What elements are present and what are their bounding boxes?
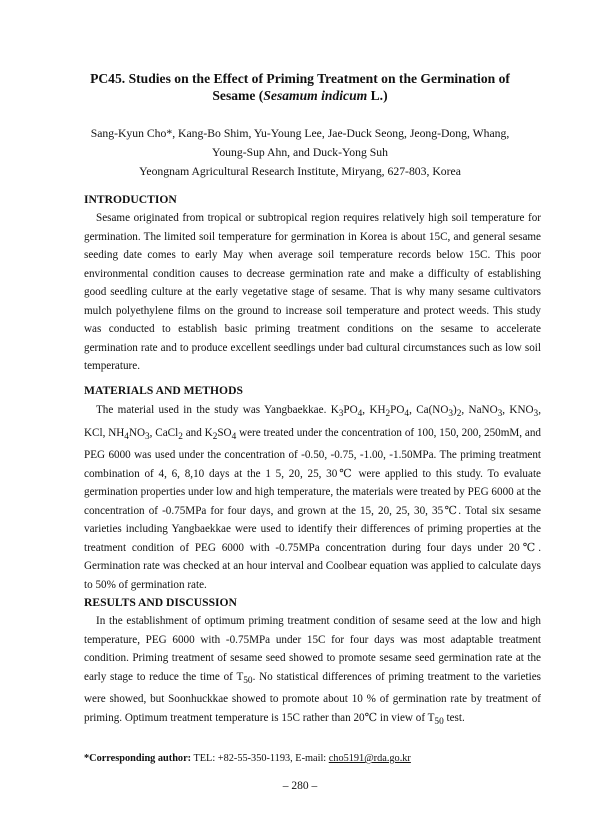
sub-script: 2 [212,431,218,442]
sub-script: 3 [448,409,454,420]
sub-script: 3 [533,409,539,420]
title-line-2-prefix: Sesame ( [212,88,264,103]
footnote-label: *Corresponding author: [84,753,192,764]
page-number: – 280 – [282,780,318,792]
sub-script: 4 [404,409,410,420]
methods-text-6: ) [453,404,457,416]
results-text-3: test. [443,711,465,724]
methods-text-9: , KCl, NH [84,404,541,439]
results-heading: RESULTS AND DISCUSSION [84,596,237,609]
sub-script: 3 [338,409,344,420]
sub-script: 4 [357,409,363,420]
methods-heading: MATERIALS AND METHODS [84,384,243,397]
sub-script: 50 [243,675,253,686]
methods-text-11: , CaCl [149,426,179,439]
methods-text-4: PO [390,404,405,416]
sub-script: 4 [231,431,237,442]
methods-text-5: , Ca(NO [409,404,449,416]
methods-text-13: SO [217,426,232,439]
sub-script: 2 [385,409,391,420]
results-text [84,612,541,731]
results-text-2: . No statistical differences of priming treatment to the varieties were showed, but Soonhuckkae showed to promote about 10 % of germination rate by treatment of priming. Optimum treatment temperature is 15C rather than 20℃ in view of T [84,670,541,724]
sub-script: 2 [456,409,462,420]
methods-text-14: were treated under the concentration of 100, 150, 200, 250mM, and PEG 6000 was used under the concentration of -0.50, -0.75, -1.00, -1.50MPa. The priming treatment combination of 4, 6, 8,10 days at the 1 5, 20, 25, 30℃ were applied to this study. To evaluate germination properties under low and high temperature, the materials were treated by PEG 6000 at the concentration of -0.75MPa for four days, and grown at the 15, 20, 25, 30, 35℃. Total six sesame varieties including Yangbaekkae were used to identify their differences of priming properties at the treatment condition of PEG 6000 with -0.75MPa concentration during four days under 20℃. Germination rate was checked at an hour interval and Coolbear equation was applied to calculate days to 50% of germination rate. [84,426,541,591]
methods-text-8: , KNO [502,404,534,416]
methods-text-7: , NaNO [461,404,498,416]
methods-text-12: and K [182,426,213,439]
introduction-heading: INTRODUCTION [84,193,177,206]
results-text-1: In the establishment of optimum priming treatment condition of sesame seed at the low and high temperature, PEG 6000 with -0.75MPa under 15C for four days was most adaptable treatment condition. Priming treatment of sesame seed showed to promote sesame seed germination rate at the early stage to reduce the time of T [84,615,541,683]
species-name: Sesamum indicum [263,88,368,103]
introduction-body: Sesame originated from tropical or subtropical region requires relatively high soil temperature for germination. The limited soil temperature for germination in Korea is about 15C, and general sesame seeding date comes to early May when average soil temperature records below 15C. This poor environmental condition causes to decrease germination rate and make a difficulty of establishing good seedling culture at the early vegetative stage of sesame. That is why many sesame cultivators mulch polyethylene films on the ground to increase soil temperature and protect weeds. This study was conducted to establish basic priming treatment conditions on the sesame to accelerate germination rate and to produce excellent seedlings under bad cultural circumstances such as low soil temperature. [84,212,541,372]
methods-text-1: The material used in the study was Yangbaekkae. K [96,404,339,416]
sub-script: 2 [178,431,183,442]
paper-title [70,70,530,104]
corresponding-author-footnote [84,752,544,765]
sub-script: 50 [434,716,444,727]
author-list-1: Sang-Kyun Cho*, Kang-Bo Shim, Yu-Young Lee, Jae-Duck Seong, Jeong-Dong, Whang, [90,127,510,140]
footnote-contact: TEL: +82-55-350-1193, E-mail: [191,753,329,764]
methods-text-2: PO [343,404,358,416]
title-line-1: PC45. Studies on the Effect of Priming Treatment on the Germination of [90,71,510,86]
author-list-2: Young-Sup Ahn, and Duck-Yong Suh [212,146,388,159]
methods-text-10: NO [128,426,146,439]
author-block [70,124,530,181]
email-link[interactable]: cho5191@rda.go.kr [328,753,411,764]
sub-script: 3 [145,431,150,442]
sub-script: 3 [497,409,503,420]
methods-text-3: , KH [362,404,386,416]
title-line-2-suffix: L.) [367,88,388,103]
sub-script: 4 [124,431,129,442]
affiliation: Yeongnam Agricultural Research Institute, Miryang, 627-803, Korea [139,165,461,178]
introduction-text [84,209,541,376]
methods-text [84,401,541,594]
